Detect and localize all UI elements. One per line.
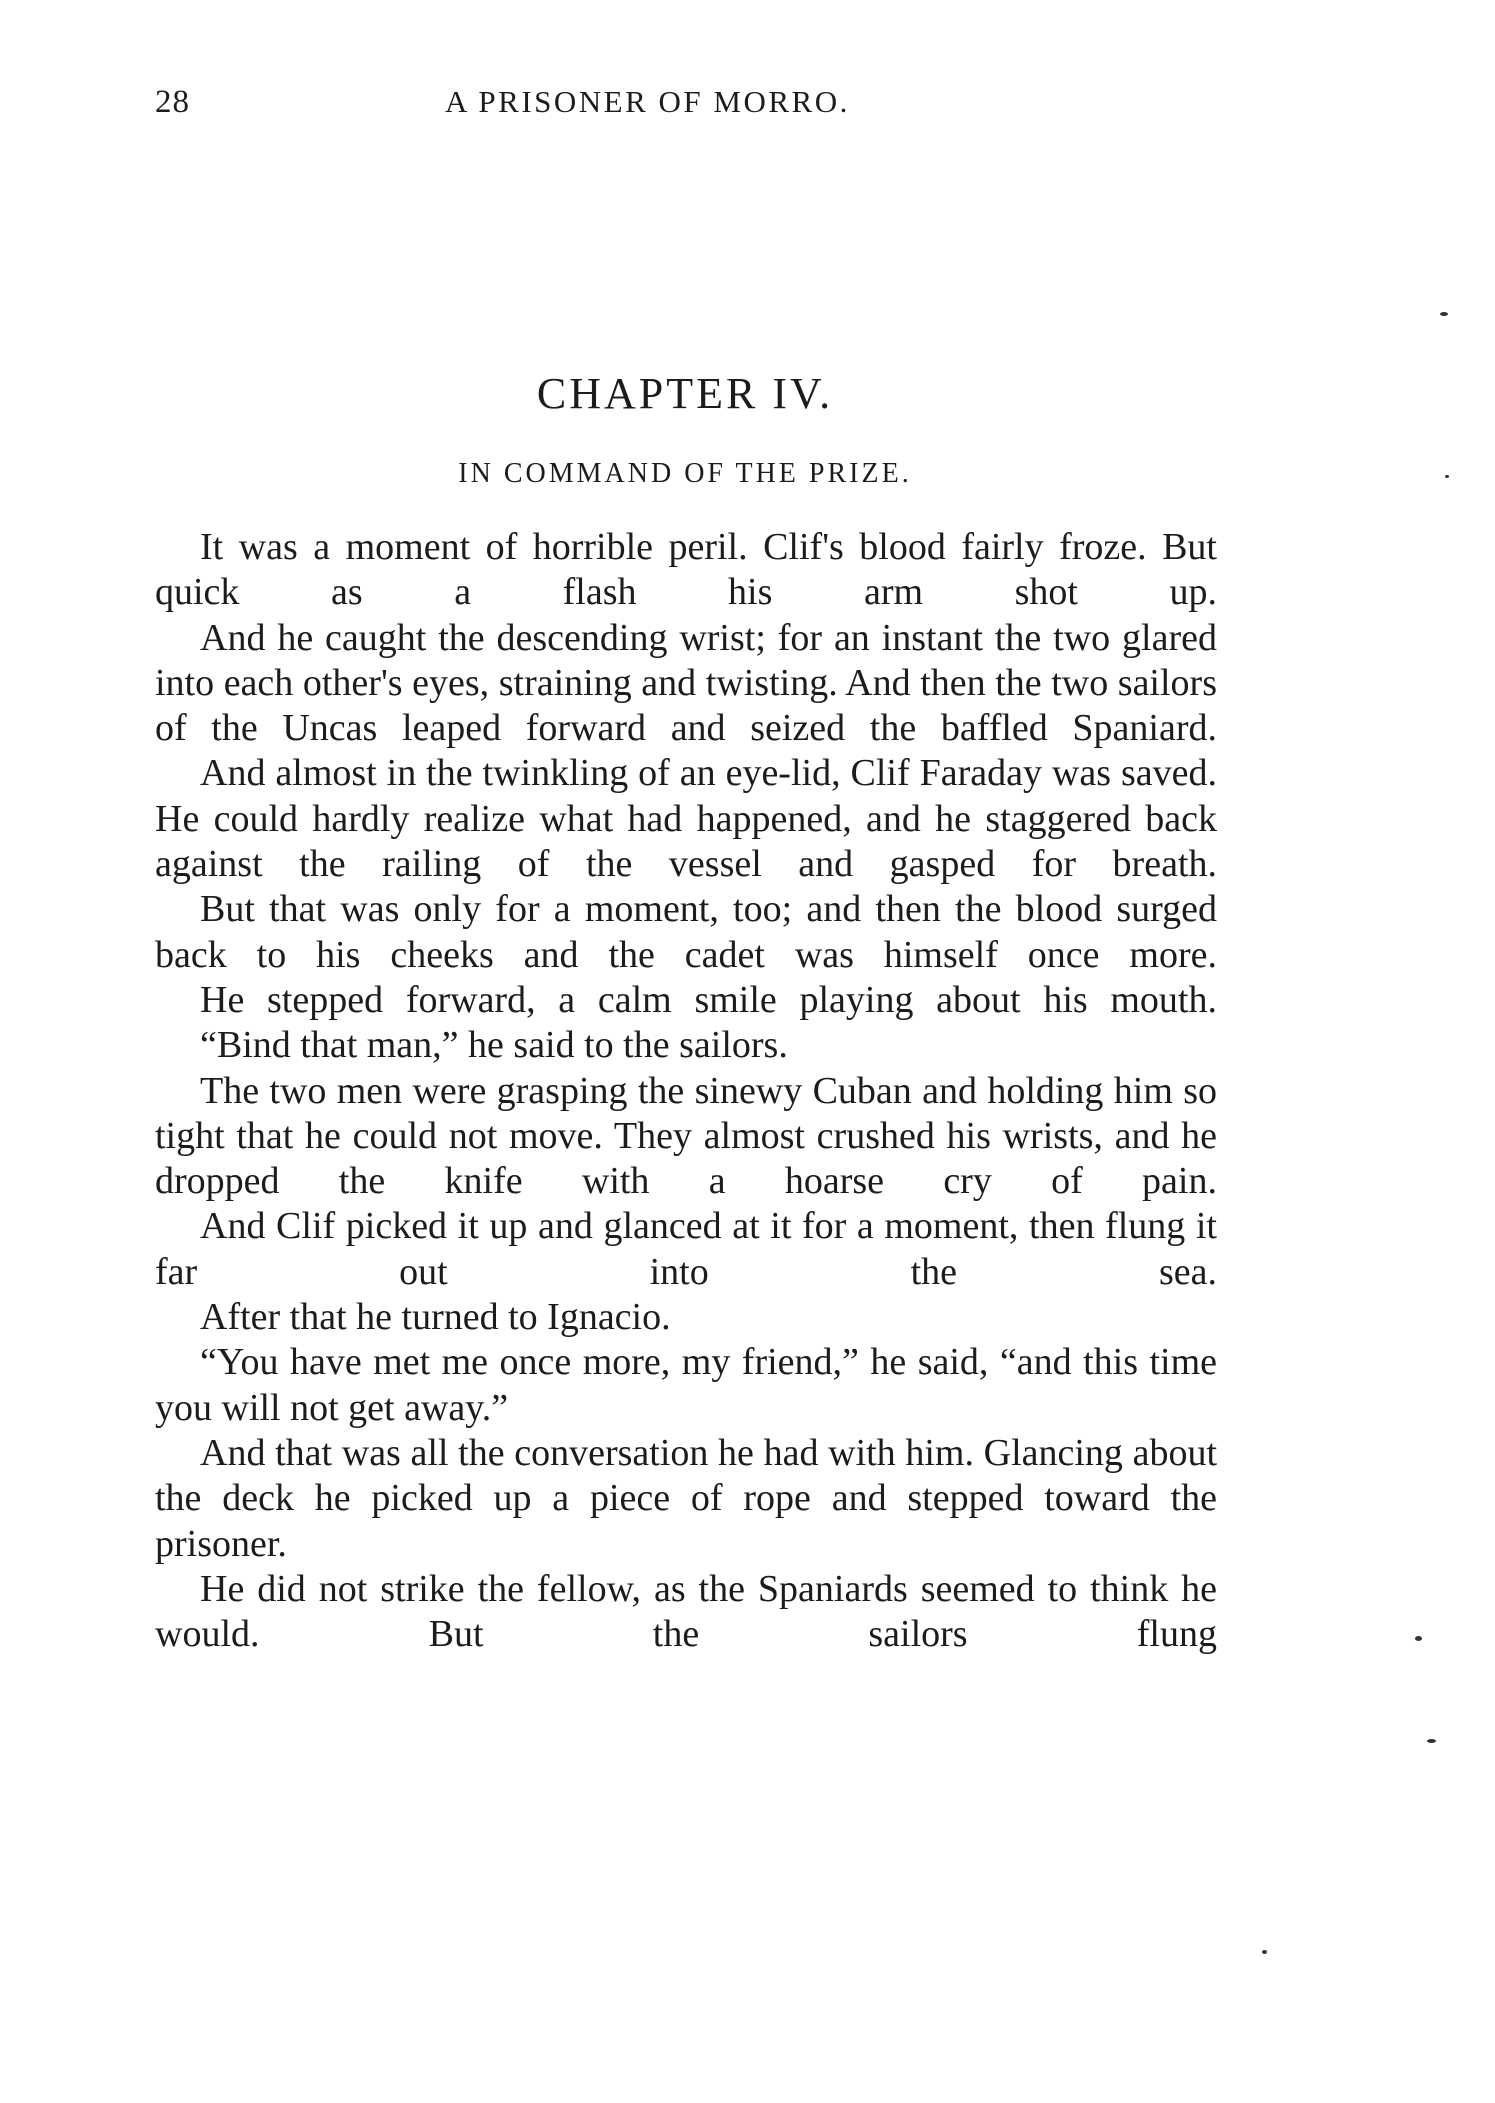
chapter-heading: CHAPTER IV. (536, 369, 834, 418)
scan-speck (1262, 1950, 1267, 1954)
running-head (155, 84, 1220, 128)
paragraph: And that was all the conversation he had with him. Glancing about the deck he picked up a piece of rope and stepped toward the prisoner. (155, 1431, 1217, 1565)
paragraph: “Bind that man,” he said to the sailors. (200, 1024, 788, 1067)
paragraph: He stepped forward, a calm smile playing about his mouth. (200, 978, 1217, 1021)
paragraph: It was a moment of horrible peril. Clif's blood fairly froze. But quick as a flash his arm shot up. (155, 526, 1217, 614)
body-text (155, 525, 1217, 1657)
scan-speck (1415, 1636, 1422, 1641)
page-number: 28 (155, 84, 190, 120)
paragraph: But that was only for a moment, too; and then the blood surged back to his cheeks and the cadet was himself once more. (155, 888, 1217, 976)
scan-speck (1445, 475, 1449, 478)
paragraph: After that he turned to Ignacio. (200, 1296, 671, 1339)
paragraph-continued: He did not strike the fellow, as the Spaniards seemed to think he would. But the sailors flung (155, 1567, 1217, 1656)
paragraph: And Clif picked it up and glanced at it for a moment, then flung it far out into the sea. (155, 1205, 1217, 1293)
paragraph: “You have met me once more, my friend,” he said, “and this time you will not get away.” (155, 1341, 1217, 1429)
paragraph: The two men were grasping the sinewy Cuban and holding him so tight that he could not move. They almost crushed his wrists, and he dropped the knife with a hoarse cry of pain. (155, 1069, 1217, 1203)
paragraph: And he caught the descending wrist; for an instant the two glared into each other's eyes, straining and twisting. And then the two sailors of the Uncas leaped forward and seized the baffled Spaniard. (155, 616, 1217, 750)
chapter-subtitle: IN COMMAND OF THE PRIZE. (458, 458, 912, 489)
paragraph: And almost in the twinkling of an eye-lid, Clif Faraday was saved. He could hardly realize what had happened, and he staggered back against the railing of the vessel and gasped for breath. (155, 752, 1217, 886)
scan-speck (1427, 1739, 1436, 1743)
running-title: A PRISONER OF MORRO. (445, 84, 850, 119)
scan-speck (1440, 312, 1448, 316)
